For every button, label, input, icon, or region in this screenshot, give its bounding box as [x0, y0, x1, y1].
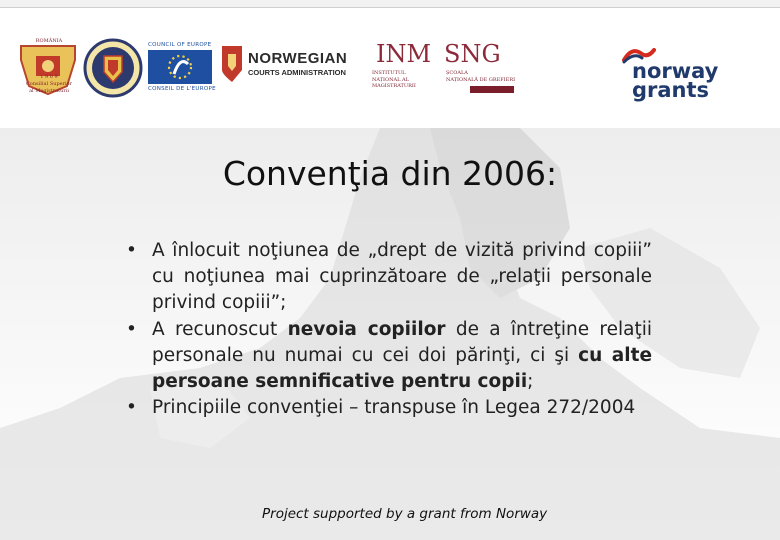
- norway-grants-logo: [620, 44, 720, 104]
- bullet-item: [120, 317, 652, 396]
- csm-country-text: ROMÂNIA: [35, 38, 63, 44]
- footer-note: Project supported by a grant from Norway: [262, 506, 548, 522]
- sng-monogram-text: SNG: [444, 40, 501, 68]
- bullet-text: A înlocuit noţiunea de „drept de vizită privind copiii” cu noţiunea mai cuprinzătoare de „relaţii personale privind copiii”;: [152, 240, 652, 314]
- csm-year-text: 1 9 0 9: [40, 74, 58, 80]
- csm-logo-text: [18, 38, 80, 95]
- inm-monogram-text: INM: [376, 40, 432, 68]
- norwegian-courts-logo: [220, 44, 370, 88]
- coe-flag-icon: [148, 50, 212, 84]
- norwegian-text: NORWEGIAN: [248, 50, 348, 67]
- norway-text: norway: [632, 59, 719, 83]
- inm-line3: MAGISTRATURII: [372, 83, 416, 89]
- coe-english-text: COUNCIL OF EUROPE: [148, 42, 212, 48]
- inm-line2: NAȚIONAL AL: [372, 76, 409, 83]
- courts-administration-text: COURTS ADMINISTRATION: [248, 68, 346, 77]
- norway-lion-shield-icon: [220, 44, 244, 84]
- bullet-item: [120, 238, 652, 317]
- slide-title: Convenţia din 2006:: [222, 154, 558, 193]
- romania-crest-icon: [82, 38, 144, 98]
- bullet-dot-icon: •: [126, 318, 137, 340]
- inm-logo: [372, 40, 444, 96]
- bullet-text: A recunoscut: [152, 318, 288, 340]
- bullet-text: de a întreţine relaţii personale nu numai cu cei doi părinţi, ci şi: [152, 318, 652, 366]
- inm-line1: INSTITUTUL: [372, 70, 406, 76]
- sng-line2: NAȚIONALĂ DE GREFIERI: [446, 76, 516, 83]
- bullet-bold-text: cu alte persoane semnificative pentru copii: [152, 344, 652, 393]
- bullet-dot-icon: •: [126, 397, 137, 419]
- bullet-item: [120, 395, 652, 421]
- top-strip: [0, 0, 780, 8]
- bullet-text: Principiile convenţiei – transpuse în Legea 272/2004: [152, 397, 636, 419]
- snsg-logo: [444, 40, 516, 96]
- sng-line1: ȘCOALA: [446, 70, 468, 76]
- bullet-dot-icon: •: [126, 240, 137, 261]
- council-of-europe-logo: [148, 42, 218, 94]
- grants-text: grants: [632, 78, 710, 102]
- bullet-text: ;: [527, 371, 534, 393]
- sng-red-bar: [470, 86, 514, 93]
- csm-name-line1: Consiliul Superior: [25, 81, 73, 87]
- romania-crest-logo: [82, 38, 144, 98]
- csm-name-line2: al Magistraturii: [29, 88, 69, 94]
- coe-french-text: CONSEIL DE L'EUROPE: [148, 86, 216, 92]
- bullet-list: [120, 238, 652, 421]
- bullet-bold-text: nevoia copiilor: [287, 318, 446, 340]
